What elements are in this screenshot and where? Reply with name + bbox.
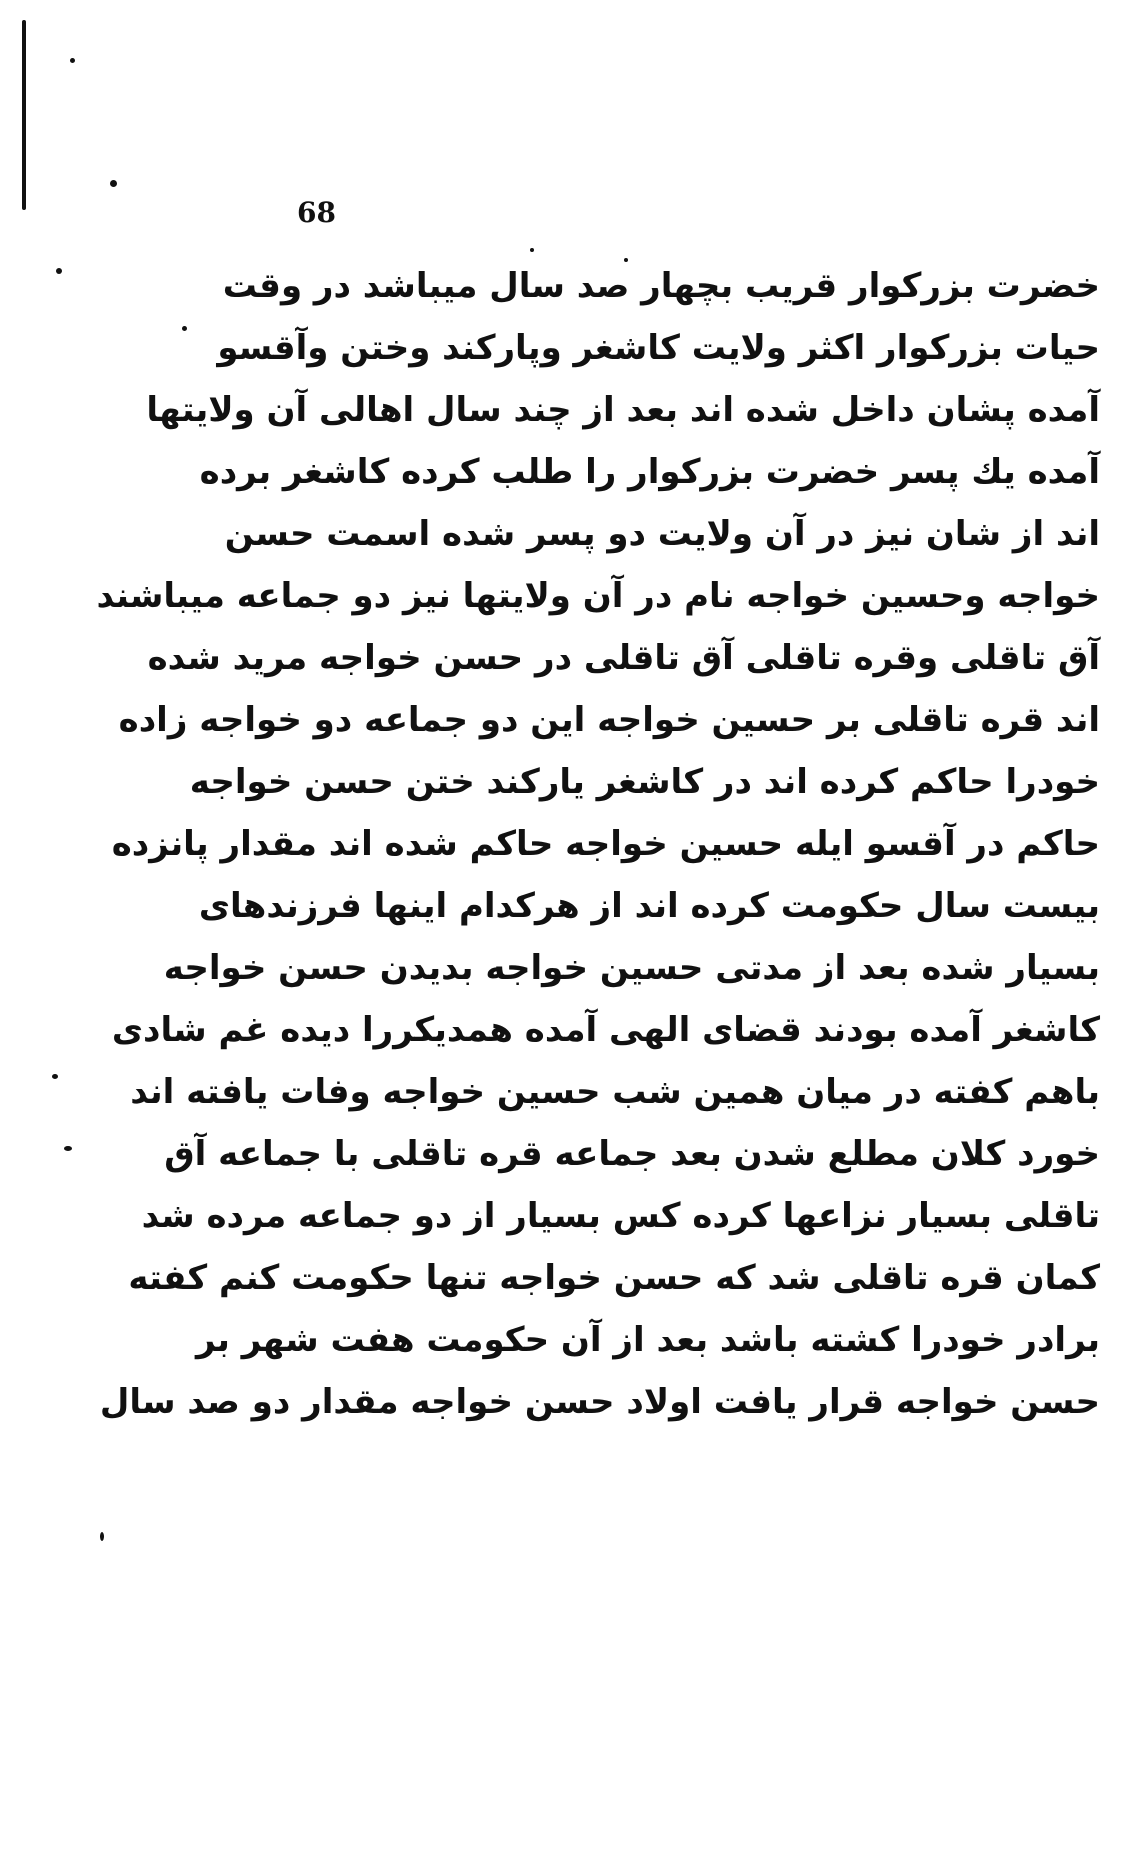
ink-speck <box>64 1146 72 1151</box>
text-line: حیات بزرکوار اکثر ولایت کاشغر وپارکند وختن وآقسو <box>217 328 1100 368</box>
text-line: کاشغر آمده بودند قضای الهی آمده همدیکررا دیده غم شادی <box>111 1010 1100 1050</box>
text-line: آق تاقلی وقره تاقلی آق تاقلی در حسن خواجه مرید شده <box>147 638 1100 678</box>
text-line: خضرت بزرکوار قریب بچهار صد سال میباشد در وقت <box>222 266 1100 306</box>
ink-speck <box>110 180 117 187</box>
text-line: آمده یك پسر خضرت بزرکوار را طلب کرده کاشغر برده <box>199 452 1100 492</box>
text-line: آمده پشان داخل شده اند بعد از چند سال اهالی آن ولایتها <box>146 390 1100 430</box>
ink-speck <box>100 1532 104 1541</box>
text-line: خورد کلان مطلع شدن بعد جماعه قره تاقلی با جماعه آق <box>164 1134 1100 1174</box>
ink-speck <box>70 58 75 63</box>
text-line: حسن خواجه قرار یافت اولاد حسن خواجه مقدار دو صد سال <box>99 1382 1100 1422</box>
text-line: خودرا حاکم کرده اند در کاشغر یارکند ختن حسن خواجه <box>189 762 1100 802</box>
page-number: 68 <box>297 196 336 229</box>
body-text <box>96 255 1100 1433</box>
text-line: حاکم در آقسو ایله حسین خواجه حاکم شده اند مقدار پانزده <box>111 824 1100 864</box>
text-line: تاقلی بسیار نزاعها کرده کس بسیار از دو جماعه مرده شد <box>141 1196 1100 1236</box>
text-line: باهم کفته در میان همین شب حسین خواجه وفات یافته اند <box>130 1072 1100 1112</box>
margin-rule <box>22 20 26 210</box>
text-line: اند قره تاقلی بر حسین خواجه این دو جماعه دو خواجه زاده <box>118 700 1100 740</box>
text-line: خواجه وحسین خواجه نام در آن ولایتها نیز دو جماعه میباشند <box>96 576 1100 616</box>
text-line: اند از شان نیز در آن ولایت دو پسر شده اسمت حسن <box>224 514 1100 554</box>
text-line: بسیار شده بعد از مدتی حسین خواجه بدیدن حسن خواجه <box>163 948 1100 988</box>
ink-speck <box>182 326 187 331</box>
text-line: کمان قره تاقلی شد که حسن خواجه تنها حکومت کنم کفته <box>128 1258 1100 1298</box>
ink-speck <box>530 248 534 252</box>
ink-speck <box>52 1074 58 1079</box>
text-line: بیست سال حکومت کرده اند از هرکدام اینها فرزندهای <box>198 886 1100 926</box>
text-line: برادر خودرا کشته باشد بعد از آن حکومت هفت شهر بر <box>195 1320 1100 1360</box>
ink-speck <box>56 268 62 274</box>
